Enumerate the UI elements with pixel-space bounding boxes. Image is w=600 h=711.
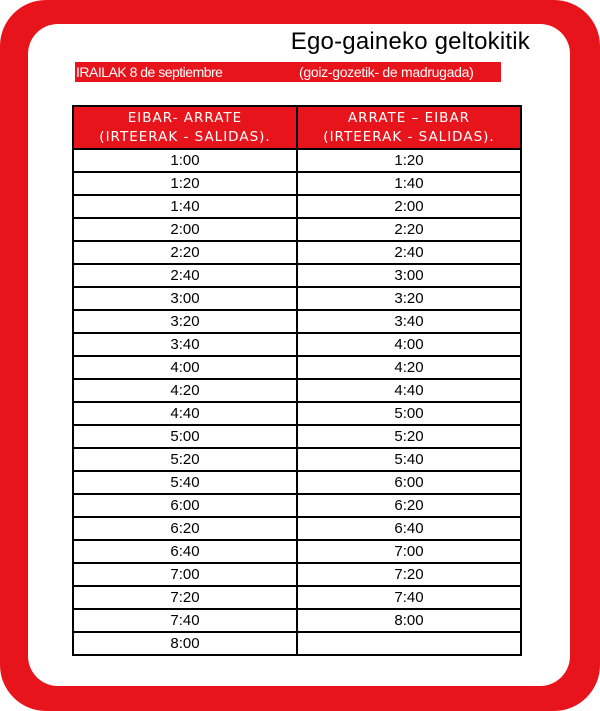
departure-eibar-arrate: 2:40	[73, 264, 297, 287]
departure-eibar-arrate: 5:20	[73, 448, 297, 471]
table-row	[73, 402, 521, 425]
table-row	[73, 563, 521, 586]
table-row	[73, 425, 521, 448]
departure-eibar-arrate: 6:00	[73, 494, 297, 517]
departure-arrate-eibar: 2:00	[297, 195, 521, 218]
departure-eibar-arrate: 2:00	[73, 218, 297, 241]
departure-arrate-eibar: 4:20	[297, 356, 521, 379]
departure-eibar-arrate: 2:20	[73, 241, 297, 264]
departure-arrate-eibar: 2:40	[297, 241, 521, 264]
departure-arrate-eibar: 4:40	[297, 379, 521, 402]
departure-arrate-eibar: 2:20	[297, 218, 521, 241]
table-row	[73, 632, 521, 655]
date-label: IRAILAK 8 de septiembre	[76, 64, 223, 80]
departure-eibar-arrate: 6:20	[73, 517, 297, 540]
departure-eibar-arrate: 4:40	[73, 402, 297, 425]
departure-arrate-eibar: 3:40	[297, 310, 521, 333]
table-row	[73, 149, 521, 172]
table-row	[73, 494, 521, 517]
page-title: Ego-gaineko geltokitik	[290, 28, 530, 55]
departure-arrate-eibar: 6:20	[297, 494, 521, 517]
departure-arrate-eibar: 3:00	[297, 264, 521, 287]
departure-eibar-arrate: 6:40	[73, 540, 297, 563]
departure-eibar-arrate: 7:40	[73, 609, 297, 632]
header-arrate-eibar	[297, 106, 521, 149]
header-departures-label: (IRTEERAK - SALIDAS).	[99, 129, 271, 145]
departure-eibar-arrate: 3:40	[73, 333, 297, 356]
table-row	[73, 195, 521, 218]
timetable-body	[73, 149, 521, 655]
departure-arrate-eibar: 5:20	[297, 425, 521, 448]
departure-eibar-arrate: 7:20	[73, 586, 297, 609]
header-eibar-arrate	[73, 106, 297, 149]
table-row	[73, 379, 521, 402]
header-route-label: ARRATE – EIBAR	[347, 110, 471, 126]
table-row	[73, 333, 521, 356]
departure-eibar-arrate: 3:00	[73, 287, 297, 310]
table-row	[73, 586, 521, 609]
departure-arrate-eibar: 6:00	[297, 471, 521, 494]
date-banner	[75, 62, 501, 82]
departure-arrate-eibar: 4:00	[297, 333, 521, 356]
timetable-header-row	[73, 106, 521, 149]
table-row	[73, 448, 521, 471]
departure-eibar-arrate: 7:00	[73, 563, 297, 586]
departure-arrate-eibar: 6:40	[297, 517, 521, 540]
departure-arrate-eibar: 1:40	[297, 172, 521, 195]
header-departures-label: (IRTEERAK - SALIDAS).	[323, 129, 495, 145]
departure-arrate-eibar: 5:00	[297, 402, 521, 425]
departure-arrate-eibar	[297, 632, 521, 655]
table-row	[73, 471, 521, 494]
departure-eibar-arrate: 4:20	[73, 379, 297, 402]
departure-eibar-arrate: 5:00	[73, 425, 297, 448]
table-row	[73, 172, 521, 195]
departure-eibar-arrate: 4:00	[73, 356, 297, 379]
departure-arrate-eibar: 5:40	[297, 448, 521, 471]
departure-eibar-arrate: 8:00	[73, 632, 297, 655]
header-route-label: EIBAR- ARRATE	[127, 110, 243, 126]
departure-arrate-eibar: 1:20	[297, 149, 521, 172]
table-row	[73, 241, 521, 264]
period-label: (goiz-gozetik- de madrugada)	[299, 64, 474, 80]
departure-arrate-eibar: 7:00	[297, 540, 521, 563]
table-row	[73, 356, 521, 379]
departure-arrate-eibar: 8:00	[297, 609, 521, 632]
departure-eibar-arrate: 1:40	[73, 195, 297, 218]
departure-arrate-eibar: 7:20	[297, 563, 521, 586]
table-row	[73, 540, 521, 563]
table-row	[73, 609, 521, 632]
table-row	[73, 287, 521, 310]
departure-arrate-eibar: 7:40	[297, 586, 521, 609]
departure-eibar-arrate: 5:40	[73, 471, 297, 494]
departure-eibar-arrate: 3:20	[73, 310, 297, 333]
table-row	[73, 218, 521, 241]
table-row	[73, 517, 521, 540]
departure-arrate-eibar: 3:20	[297, 287, 521, 310]
table-row	[73, 310, 521, 333]
timetable	[72, 105, 522, 656]
table-row	[73, 264, 521, 287]
departure-eibar-arrate: 1:00	[73, 149, 297, 172]
departure-eibar-arrate: 1:20	[73, 172, 297, 195]
